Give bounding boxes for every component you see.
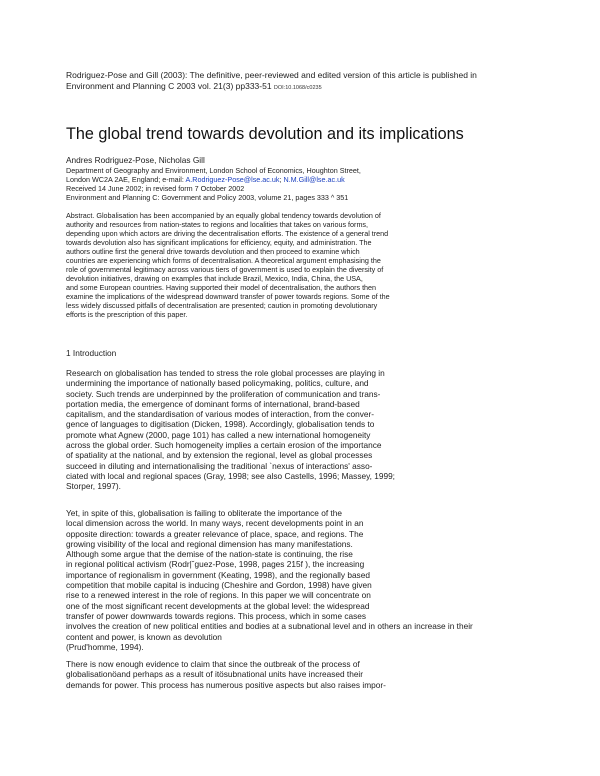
authors: Andres Rodriguez-Pose, Nicholas Gill <box>66 155 205 165</box>
abstract-line: countries are experiencing which forms of decentralisation. A theoretical argument emphasising the <box>66 256 381 265</box>
paragraph-line: demands for power. This process has numerous positive aspects but also raises impor- <box>66 679 386 690</box>
paragraph-line: succeed in diluting and internationalising the traditional `nexus of interactions' asso- <box>66 460 373 471</box>
doi: DOI:10.1068/c0235 <box>273 85 322 91</box>
paragraph-line: Storper, 1997). <box>66 481 121 492</box>
paragraph-line: one of the most significant recent developments at the global level: the widespread <box>66 600 370 611</box>
abstract-line: and some European countries. Having supported their model of decentralisation, the authors then <box>66 283 377 292</box>
abstract-line: examine the implications of the widespread downward transfer of power towards regions. Some of the <box>66 292 390 301</box>
paragraph-line: promote what Agnew (2000, page 101) has called a new international homogeneity <box>66 429 371 440</box>
paragraph <box>66 368 466 492</box>
paragraph-line: (Prud'homme, 1994). <box>66 641 144 652</box>
paragraph-line: Yet, in spite of this, globalisation is failing to obliterate the importance of the <box>66 508 342 518</box>
email-separator: ; <box>279 175 284 184</box>
email-link-1[interactable]: A.Rodriguez-Pose@lse.ac.uk <box>185 175 280 184</box>
affiliation-block <box>66 166 536 202</box>
citation-line <box>66 81 536 94</box>
paragraph-line: involves the creation of new political entities and bodies at a subnational level and in others an increase in their <box>66 621 473 632</box>
paper-title: The global trend towards devolution and its implications <box>66 125 464 143</box>
journal-reference: Environment and Planning C: Government and Policy 2003, volume 21, pages 333 ^ 351 <box>66 193 349 202</box>
address-text: London WC2A 2AE, England; e-mail: <box>66 175 186 184</box>
paragraph-line: Research on globalisation has tended to stress the role global processes are playing in <box>66 368 385 378</box>
citation-block <box>66 70 536 94</box>
paragraph-line: in regional political activism (Rodr|˘guez-Pose, 1998, pages 215f ), the increasing <box>66 559 365 570</box>
paragraph-line: society. Such trends are underpinned by the proliferation of communication and trans- <box>66 388 381 399</box>
paragraph <box>66 659 466 690</box>
paragraph-line: gence of languages to digitisation (Dicken, 1998). Accordingly, globalisation tends to <box>66 419 375 430</box>
email-link-2[interactable]: N.M.Gill@lse.ac.uk <box>283 175 345 184</box>
affiliation-line <box>66 175 536 184</box>
paragraph-line: transfer of power downwards towards regions. This process, which in some cases <box>66 610 367 621</box>
paragraph-line: content and power, is known as devolution <box>66 631 222 642</box>
paragraph-line: undermining the importance of nationally based policymaking, politics, culture, and <box>66 378 369 389</box>
paragraph-line: importance of regionalism in government (Keating, 1998), and the regionally based <box>66 569 370 580</box>
paragraph-line: local dimension across the world. In many ways, recent developments point in an <box>66 518 364 529</box>
abstract-line: efforts is the prescription of this paper. <box>66 310 188 319</box>
paragraph-line: Although some argue that the demise of the nation-state is continuing, the rise <box>66 549 353 560</box>
abstract-line: Abstract. Globalisation has been accompanied by an equally global tendency towards devolution of <box>66 211 381 220</box>
abstract-line: authors outline first the general drive towards devolution and then proceed to examine which <box>66 247 360 256</box>
paragraph-line: capitalism, and the standardisation of various modes of interaction, from the conver- <box>66 409 375 420</box>
citation-journal: Environment and Planning C 2003 vol. 21(3) pp333-51 <box>66 81 274 91</box>
paragraph-line: portation media, the emergence of dominant forms of international, brand-based <box>66 398 360 409</box>
abstract-line: towards devolution also has significant implications for efficiency, equity, and administration. The <box>66 238 372 247</box>
paragraph-line: growing visibility of the local and regional dimension has many manifestations. <box>66 538 353 549</box>
paragraph-line: rise to a renewed interest in the role of regions. In this paper we will concentrate on <box>66 590 371 601</box>
paragraph-line: opposite direction: towards a greater relevance of place, space, and regions. The <box>66 528 364 539</box>
paragraph-line: across the global order. Such homogeneity implies a certain erosion of the importance <box>66 440 382 451</box>
abstract <box>66 211 536 319</box>
abstract-line: depending upon which actors are driving the decentralisation efforts. The existence of a general trend <box>66 229 389 238</box>
citation-line: Rodriguez-Pose and Gill (2003): The definitive, peer-reviewed and edited version of this article is published in <box>66 70 477 80</box>
section-heading: 1 Introduction <box>66 348 117 358</box>
affiliation-line: Department of Geography and Environment, London School of Economics, Houghton Street, <box>66 166 361 175</box>
paragraph-line: There is now enough evidence to claim that since the outbreak of the process of <box>66 659 360 669</box>
abstract-line: authority and resources from nation-states to regions and localities that takes on various forms, <box>66 220 369 229</box>
paragraph-line: globalisationöand perhaps as a result of itösubnational units have increased their <box>66 669 364 680</box>
abstract-line: less widely discussed pitfalls of decentralisation are presented; caution in promoting devolutionary <box>66 301 378 310</box>
paragraph-line: competition that mobile capital is inducing (Cheshire and Gordon, 1998) have given <box>66 580 372 591</box>
received-dates: Received 14 June 2002; in revised form 7 October 2002 <box>66 184 245 193</box>
abstract-line: role of governmental legitimacy across various tiers of government is used to explain the diversity of <box>66 265 384 274</box>
paragraph-line: ciated with local and regional spaces (Gray, 1998; see also Castells, 1996; Massey, 1999; <box>66 470 395 481</box>
paragraph-line: of spatiality at the national, and by extension the regional, level as global processes <box>66 450 373 461</box>
paragraph <box>66 508 536 652</box>
abstract-line: devolution initiatives, drawing on examples that include Brazil, Mexico, India, China, the USA, <box>66 274 363 283</box>
